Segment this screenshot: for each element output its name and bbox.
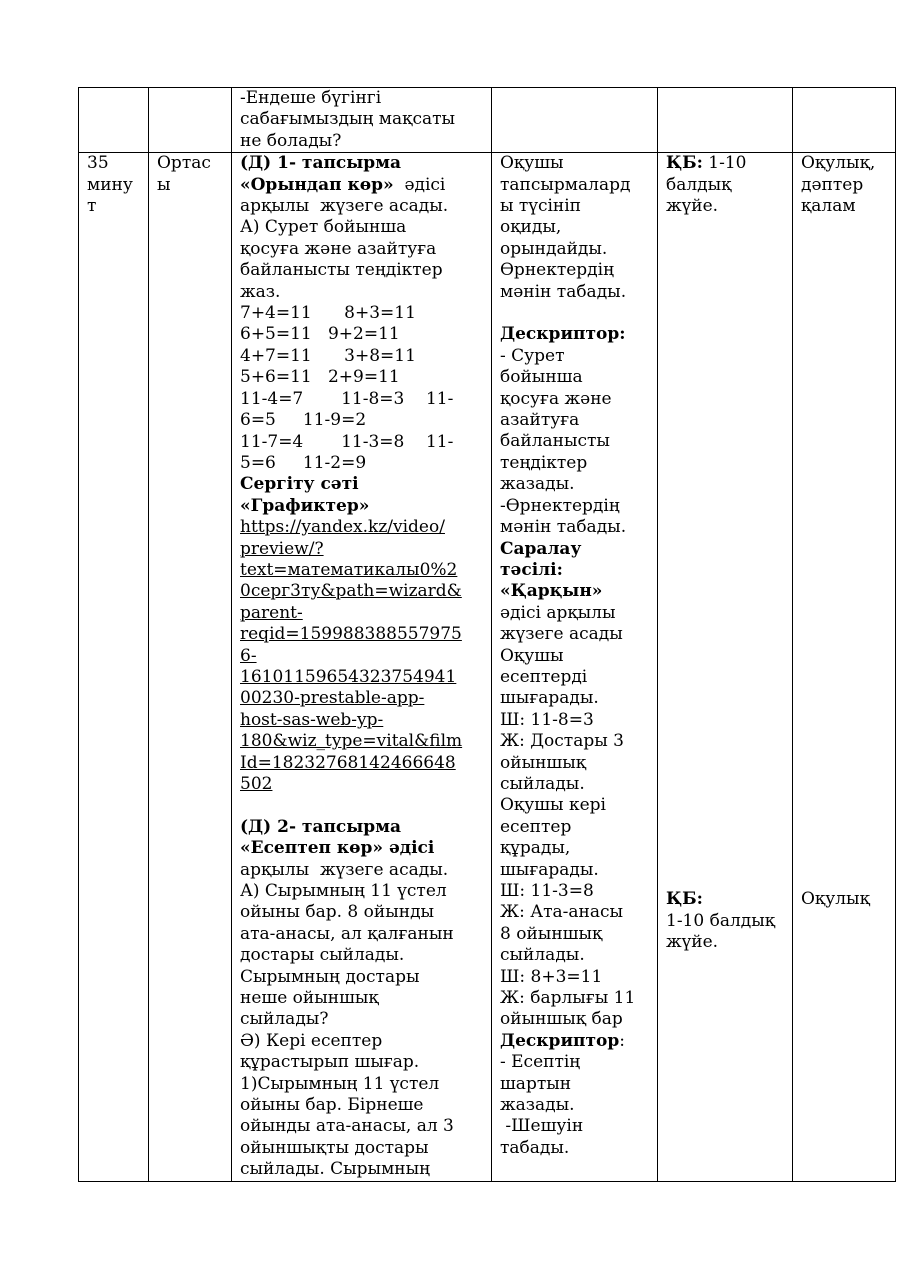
resource-line: қалам: [801, 196, 856, 217]
differentiation-line: есептер: [500, 816, 572, 837]
differentiation-line: сыйлады.: [500, 773, 585, 794]
descriptor2-line: шартын: [500, 1073, 572, 1094]
differentiation-line: әдісі арқылы: [500, 602, 616, 623]
spacer: [666, 217, 786, 889]
differentiation-line: Ш: 11-3=8: [500, 881, 594, 902]
link-line: 0серг3ту&path=wizard&: [240, 581, 462, 602]
differentiation-title: тәсілі:: [500, 559, 563, 580]
differentiation-line: ойыншық бар: [500, 1009, 623, 1030]
student-line: ы түсініп: [500, 196, 581, 217]
task2-line: ойыны бар. 8 ойынды: [240, 902, 435, 923]
equation-line: 6=5 11-9=2: [240, 410, 367, 431]
task2-line: неше ойыншық: [240, 988, 379, 1009]
equation-line: 11-4=7 11-8=3 11-: [240, 388, 454, 409]
assessment-label: ҚБ:: [666, 153, 703, 174]
task2-line: ойыны бар. Бірнеше: [240, 1095, 424, 1116]
resource-line: дәптер: [801, 174, 864, 195]
assessment-line: жүйе.: [666, 196, 719, 217]
teacher-activity-cell: [232, 153, 492, 1181]
resources-cell: [793, 153, 896, 1181]
spacer: [240, 795, 485, 816]
descriptor-line: мәнін табады.: [500, 517, 627, 538]
spacer: [500, 303, 651, 324]
descriptor2-line: табады.: [500, 1137, 570, 1158]
teacher-activity-cell: [232, 88, 492, 153]
differentiation-line: ойыншық: [500, 752, 587, 773]
equation-line: 6+5=11 9+2=11: [240, 324, 400, 345]
link-line: 00230-prestable-app-: [240, 688, 425, 709]
descriptor2-line: жазады.: [500, 1095, 575, 1116]
assessment-line: [666, 153, 786, 174]
descriptor-line: азайтуға: [500, 410, 580, 431]
differentiation-line: есептерді: [500, 666, 588, 687]
link-line: host-sas-web-yp-: [240, 709, 384, 730]
stage-cell: [149, 88, 232, 153]
assessment-line: жүйе.: [666, 932, 719, 953]
resource-line: Оқулық,: [801, 153, 876, 174]
equation-line: 4+7=11 3+8=11: [240, 345, 416, 366]
equation-line: 5=6 11-2=9: [240, 452, 367, 473]
time-text: т: [87, 196, 97, 217]
descriptor2-line: - Есептің: [500, 1052, 581, 1073]
link-line: 180&wiz_type=vital&film: [240, 731, 463, 752]
assessment-cell: [658, 153, 793, 1181]
time-text: 35: [87, 153, 109, 174]
task2-line: сыйлады. Сырымның: [240, 1159, 431, 1180]
differentiation-title: Саралау: [500, 538, 582, 559]
time-cell: [79, 153, 149, 1181]
task1-line: жаз.: [240, 281, 281, 302]
differentiation-line: Ж: Ата-анасы: [500, 902, 624, 923]
resource-line: Оқулық: [801, 889, 870, 910]
task2-line: достары сыйлады.: [240, 945, 405, 966]
text-line: -Ендеше бүгінгі: [240, 88, 382, 108]
assessment-text: 1-10: [702, 153, 747, 174]
descriptor-line: байланысты: [500, 431, 610, 452]
descriptor2-colon: :: [619, 1030, 625, 1051]
descriptor-line: - Сурет: [500, 345, 565, 366]
equation-line: 7+4=11 8+3=11: [240, 303, 416, 324]
text-line: сабағымыздың мақсаты: [240, 109, 456, 130]
task2-line: Ә) Кері есептер: [240, 1030, 383, 1051]
time-text: мину: [87, 174, 133, 195]
differentiation-line: шығарады.: [500, 859, 599, 880]
link-line: 1610115965432375494​1: [240, 666, 457, 687]
student-line: орындайды.: [500, 238, 608, 259]
descriptor-line: бойынша: [500, 367, 583, 388]
task2-line: ойынды ата-анасы, ал 3: [240, 1116, 454, 1137]
text-line: не болады?: [240, 130, 342, 151]
table-row: [79, 88, 896, 153]
resources-cell: [793, 88, 896, 153]
task1-title: (Д) 1- тапсырма: [240, 153, 401, 174]
student-line: Оқушы: [500, 153, 564, 174]
stage-text: Ортас: [157, 153, 211, 174]
task2-line: құрастырып шығар.: [240, 1052, 420, 1073]
student-line: мәнін табады.: [500, 281, 627, 302]
link-line: 6-: [240, 645, 257, 666]
student-line: оқиды,: [500, 217, 562, 238]
task1-line: байланысты теңдіктер: [240, 260, 443, 281]
differentiation-line: Оқушы: [500, 645, 564, 666]
link-line: Id=18232768142466648: [240, 752, 456, 773]
spacer: [801, 217, 889, 889]
stage-text: ы: [157, 174, 171, 195]
task1-method-rest: әдісі: [393, 174, 446, 195]
task1-line: А) Сурет бойынша: [240, 217, 407, 238]
student-line: Өрнектердің: [500, 260, 614, 281]
differentiation-line: Ж: барлығы 11: [500, 988, 636, 1009]
link-line: text=математикалы0%2: [240, 559, 458, 580]
descriptor-title: Дескриптор:: [500, 324, 626, 345]
equation-line: 5+6=11 2+9=11: [240, 367, 400, 388]
differentiation-line: Ш: 11-8=3: [500, 709, 594, 730]
table-row: [79, 153, 896, 1181]
descriptor-line: теңдіктер: [500, 452, 588, 473]
task2-line: А) Сырымның 11 үстел: [240, 881, 447, 902]
student-activity-cell: [492, 153, 658, 1181]
equation-line: 11-7=4 11-3=8 11-: [240, 431, 454, 452]
differentiation-line: Ж: Достары 3: [500, 731, 624, 752]
break-title: Сергіту сәті: [240, 474, 359, 495]
assessment-line: балдық: [666, 174, 732, 195]
task2-title: (Д) 2- тапсырма: [240, 816, 401, 837]
lesson-plan-table: [78, 87, 896, 1182]
link-line: preview/?: [240, 538, 324, 559]
differentiation-line: 8 ойыншық: [500, 923, 603, 944]
task1-line: қосуға және азайтуға: [240, 238, 437, 259]
stage-cell: [149, 153, 232, 1181]
differentiation-line: Оқушы кері: [500, 795, 606, 816]
link-line: parent-: [240, 602, 303, 623]
task1-method: «Орындап көр»: [240, 174, 394, 195]
link-line: reqid=159988388557975: [240, 624, 462, 645]
video-link[interactable]: [240, 517, 485, 795]
task2-line: ойыншықты достары: [240, 1137, 429, 1158]
descriptor2-title: Дескриптор: [500, 1030, 620, 1051]
task1-line: арқылы жүзеге асады.: [240, 196, 449, 217]
descriptor2-title-line: [500, 1031, 651, 1052]
task2-line: Сырымның достары: [240, 966, 420, 987]
differentiation-title: «Қарқын»: [500, 581, 603, 602]
descriptor-line: жазады.: [500, 474, 575, 495]
task2-line: ата-анасы, ал қалғанын: [240, 923, 454, 944]
differentiation-line: сыйлады.: [500, 945, 585, 966]
descriptor-line: -Өрнектердің: [500, 495, 620, 516]
assessment-line: 1-10 балдық: [666, 910, 776, 931]
differentiation-line: жүзеге асады: [500, 624, 623, 645]
task2-line: арқылы жүзеге асады.: [240, 859, 449, 880]
student-line: тапсырмалард: [500, 174, 631, 195]
task1-method-line: [240, 175, 485, 196]
differentiation-line: Ш: 8+3=11: [500, 966, 603, 987]
differentiation-line: шығарады.: [500, 688, 599, 709]
descriptor-line: қосуға және: [500, 388, 612, 409]
student-activity-cell: [492, 88, 658, 153]
task2-line: сыйлады?: [240, 1009, 329, 1030]
link-line: https://yandex.kz/video/: [240, 517, 445, 538]
task2-line: 1)Сырымның 11 үстел: [240, 1073, 440, 1094]
task2-method: «Есептеп көр» әдісі: [240, 838, 435, 859]
differentiation-line: құрады,: [500, 838, 571, 859]
link-line: 502: [240, 774, 273, 794]
assessment-cell: [658, 88, 793, 153]
descriptor2-line: -Шешуін: [500, 1116, 584, 1137]
time-cell: [79, 88, 149, 153]
assessment-label: ҚБ:: [666, 889, 703, 910]
break-name: «Графиктер»: [240, 495, 370, 516]
